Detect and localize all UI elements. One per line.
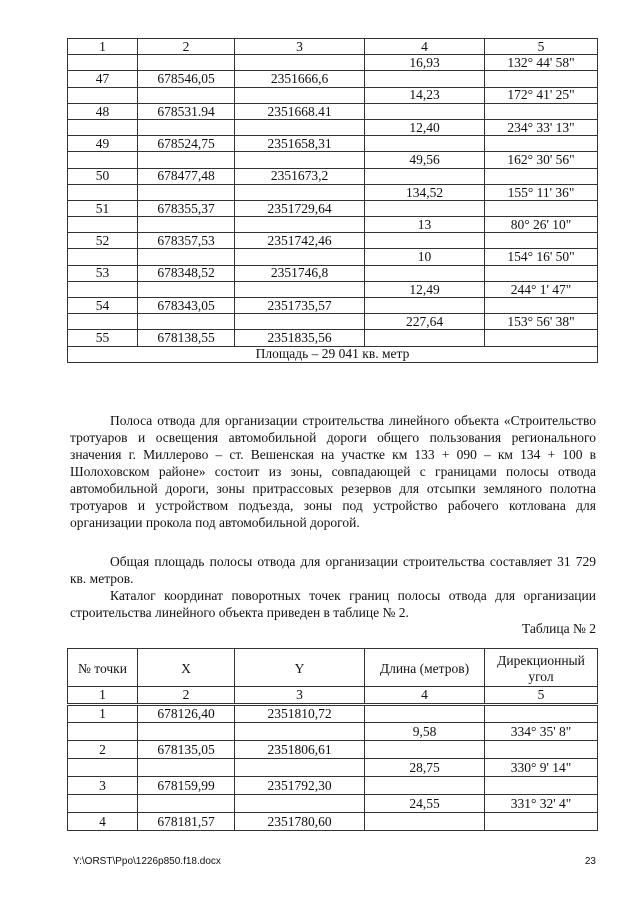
table-row <box>68 777 598 795</box>
column-number-cell: 1 <box>68 39 138 55</box>
y-cell <box>235 281 365 297</box>
angle-cell: 330° 9' 14" <box>485 759 598 777</box>
y-cell: 2351806,61 <box>235 741 365 759</box>
point-number-cell: 54 <box>68 298 138 314</box>
length-cell: 13 <box>365 217 485 233</box>
length-cell: 134,52 <box>365 184 485 200</box>
point-number-cell: 53 <box>68 265 138 281</box>
point-number-cell: 1 <box>68 705 138 723</box>
y-cell <box>235 795 365 813</box>
point-number-cell: 52 <box>68 233 138 249</box>
y-cell: 2351658,31 <box>235 136 365 152</box>
table-row <box>68 723 598 741</box>
point-number-cell: 47 <box>68 71 138 87</box>
point-number-cell <box>68 723 138 741</box>
table-row <box>68 330 598 346</box>
x-cell <box>138 119 235 135</box>
x-cell <box>138 281 235 297</box>
table-row <box>68 265 598 281</box>
column-number-cell: 4 <box>365 39 485 55</box>
point-number-cell: 49 <box>68 136 138 152</box>
y-cell: 2351673,2 <box>235 168 365 184</box>
table-row <box>68 741 598 759</box>
table-label: Таблица № 2 <box>522 621 596 636</box>
y-cell <box>235 184 365 200</box>
y-cell <box>235 119 365 135</box>
angle-cell <box>485 136 598 152</box>
angle-cell: 153° 56' 38" <box>485 314 598 330</box>
x-cell: 678355,37 <box>138 200 235 216</box>
angle-cell <box>485 813 598 831</box>
length-cell <box>365 777 485 795</box>
angle-cell <box>485 705 598 723</box>
x-cell: 678546,05 <box>138 71 235 87</box>
length-cell: 12,49 <box>365 281 485 297</box>
length-cell <box>365 741 485 759</box>
x-cell: 678159,99 <box>138 777 235 795</box>
angle-cell: 80° 26' 10" <box>485 217 598 233</box>
table-row <box>68 705 598 723</box>
y-cell <box>235 55 365 71</box>
y-cell <box>235 249 365 265</box>
column-number-cell: 2 <box>138 687 235 705</box>
point-number-cell: 2 <box>68 741 138 759</box>
y-cell: 2351666,6 <box>235 71 365 87</box>
x-cell: 678135,05 <box>138 741 235 759</box>
length-cell <box>365 168 485 184</box>
y-cell: 2351780,60 <box>235 813 365 831</box>
table-row <box>68 314 598 330</box>
area-total-cell: Площадь – 29 041 кв. метр <box>68 346 598 362</box>
point-number-cell: 4 <box>68 813 138 831</box>
coordinates-table-continued <box>67 38 598 363</box>
x-cell: 678138,55 <box>138 330 235 346</box>
angle-cell: 172° 41' 25" <box>485 87 598 103</box>
table-row <box>68 813 598 831</box>
column-number-cell: 5 <box>485 39 598 55</box>
point-number-cell <box>68 314 138 330</box>
y-cell: 2351792,30 <box>235 777 365 795</box>
length-cell: 24,55 <box>365 795 485 813</box>
header-direction-angle: Дирекционный угол <box>485 649 598 687</box>
paragraph-row-description: Полоса отвода для организации строительства линейного объекта «Строительство тротуаров и освещения автомобильной дороги общего пользования регионального значения г. Миллерово – ст. Вешенская на участке км 133 + 090 – км 134 + 100 в Шолоховском районе» состоит из зоны, совпадающей с границами полосы отвода автомобильной дороги, зоны притрассовых резервов для отсыпки земляного полотна тротуаров и устройством подъезда, зоны под устройство рабочего котлована для организации прокола под автомобильной дорогой. <box>70 413 596 530</box>
angle-cell: 132° 44' 58" <box>485 55 598 71</box>
length-cell <box>365 813 485 831</box>
angle-cell: 234° 33' 13" <box>485 119 598 135</box>
x-cell <box>138 152 235 168</box>
length-cell: 14,23 <box>365 87 485 103</box>
length-cell <box>365 136 485 152</box>
point-number-cell <box>68 281 138 297</box>
y-cell: 2351835,56 <box>235 330 365 346</box>
header-x: X <box>138 649 235 687</box>
length-cell <box>365 200 485 216</box>
table-row <box>68 119 598 135</box>
header-point-number: № точки <box>68 649 138 687</box>
point-number-cell: 50 <box>68 168 138 184</box>
table-row <box>68 136 598 152</box>
table-row <box>68 249 598 265</box>
angle-cell: 334° 35' 8" <box>485 723 598 741</box>
angle-cell: 331° 32' 4" <box>485 795 598 813</box>
y-cell: 2351742,46 <box>235 233 365 249</box>
x-cell <box>138 759 235 777</box>
table-row <box>68 281 598 297</box>
x-cell: 678477,48 <box>138 168 235 184</box>
y-cell <box>235 87 365 103</box>
table-row <box>68 55 598 71</box>
table-row <box>68 233 598 249</box>
angle-cell <box>485 265 598 281</box>
header-y: Y <box>235 649 365 687</box>
column-number-row <box>68 687 598 705</box>
column-number-row <box>68 39 598 55</box>
x-cell <box>138 55 235 71</box>
angle-cell <box>485 200 598 216</box>
angle-cell <box>485 298 598 314</box>
length-cell: 49,56 <box>365 152 485 168</box>
point-number-cell: 3 <box>68 777 138 795</box>
angle-cell <box>485 777 598 795</box>
table-row <box>68 795 598 813</box>
length-cell <box>365 298 485 314</box>
x-cell: 678181,57 <box>138 813 235 831</box>
point-number-cell <box>68 759 138 777</box>
angle-cell: 244° 1' 47" <box>485 281 598 297</box>
x-cell <box>138 87 235 103</box>
length-cell <box>365 265 485 281</box>
column-number-cell: 3 <box>235 687 365 705</box>
length-cell: 10 <box>365 249 485 265</box>
column-number-cell: 4 <box>365 687 485 705</box>
table-row <box>68 168 598 184</box>
table-header-row <box>68 649 598 687</box>
angle-cell: 154° 16' 50" <box>485 249 598 265</box>
angle-cell <box>485 103 598 119</box>
angle-cell <box>485 71 598 87</box>
paragraph-total-area: Общая площадь полосы отвода для организации строительства составляет 31 729 кв. метров. <box>70 554 596 586</box>
length-cell: 16,93 <box>365 55 485 71</box>
x-cell <box>138 249 235 265</box>
point-number-cell <box>68 119 138 135</box>
length-cell <box>365 330 485 346</box>
x-cell: 678531.94 <box>138 103 235 119</box>
point-number-cell <box>68 249 138 265</box>
y-cell <box>235 314 365 330</box>
length-cell <box>365 71 485 87</box>
x-cell <box>138 184 235 200</box>
point-number-cell <box>68 184 138 200</box>
column-number-cell: 1 <box>68 687 138 705</box>
angle-cell: 155° 11' 36" <box>485 184 598 200</box>
table-row <box>68 87 598 103</box>
x-cell <box>138 314 235 330</box>
x-cell: 678126,40 <box>138 705 235 723</box>
x-cell: 678348,52 <box>138 265 235 281</box>
table-row <box>68 152 598 168</box>
point-number-cell <box>68 217 138 233</box>
point-number-cell <box>68 152 138 168</box>
x-cell <box>138 795 235 813</box>
column-number-cell: 3 <box>235 39 365 55</box>
coordinates-table-2 <box>67 648 598 831</box>
x-cell: 678524,75 <box>138 136 235 152</box>
x-cell: 678357,53 <box>138 233 235 249</box>
angle-cell: 162° 30' 56" <box>485 152 598 168</box>
page-number: 23 <box>584 856 596 867</box>
table-row <box>68 298 598 314</box>
y-cell: 2351729,64 <box>235 200 365 216</box>
x-cell <box>138 217 235 233</box>
length-cell: 9,58 <box>365 723 485 741</box>
table-row <box>68 103 598 119</box>
angle-cell <box>485 741 598 759</box>
length-cell <box>365 103 485 119</box>
point-number-cell: 48 <box>68 103 138 119</box>
footer-filename: Y:\ORST\Ppo\1226p850.f18.docx <box>73 856 221 867</box>
point-number-cell: 51 <box>68 200 138 216</box>
angle-cell <box>485 233 598 249</box>
y-cell: 2351735,57 <box>235 298 365 314</box>
area-row <box>68 346 598 362</box>
length-cell <box>365 705 485 723</box>
table-row <box>68 759 598 777</box>
x-cell: 678343,05 <box>138 298 235 314</box>
length-cell: 28,75 <box>365 759 485 777</box>
point-number-cell: 55 <box>68 330 138 346</box>
header-length: Длина (метров) <box>365 649 485 687</box>
paragraph-catalog-reference: Каталог координат поворотных точек границ полосы отвода для организации строительства линейного объекта приведен в таблице № 2. <box>70 588 596 620</box>
table-row <box>68 217 598 233</box>
y-cell <box>235 723 365 741</box>
angle-cell <box>485 330 598 346</box>
x-cell <box>138 723 235 741</box>
table-row <box>68 184 598 200</box>
y-cell: 2351668.41 <box>235 103 365 119</box>
table-row <box>68 200 598 216</box>
point-number-cell <box>68 55 138 71</box>
column-number-cell: 5 <box>485 687 598 705</box>
y-cell <box>235 217 365 233</box>
length-cell <box>365 233 485 249</box>
column-number-cell: 2 <box>138 39 235 55</box>
y-cell: 2351810,72 <box>235 705 365 723</box>
angle-cell <box>485 168 598 184</box>
table-row <box>68 71 598 87</box>
y-cell <box>235 759 365 777</box>
length-cell: 227,64 <box>365 314 485 330</box>
y-cell: 2351746,8 <box>235 265 365 281</box>
point-number-cell <box>68 87 138 103</box>
y-cell <box>235 152 365 168</box>
point-number-cell <box>68 795 138 813</box>
length-cell: 12,40 <box>365 119 485 135</box>
